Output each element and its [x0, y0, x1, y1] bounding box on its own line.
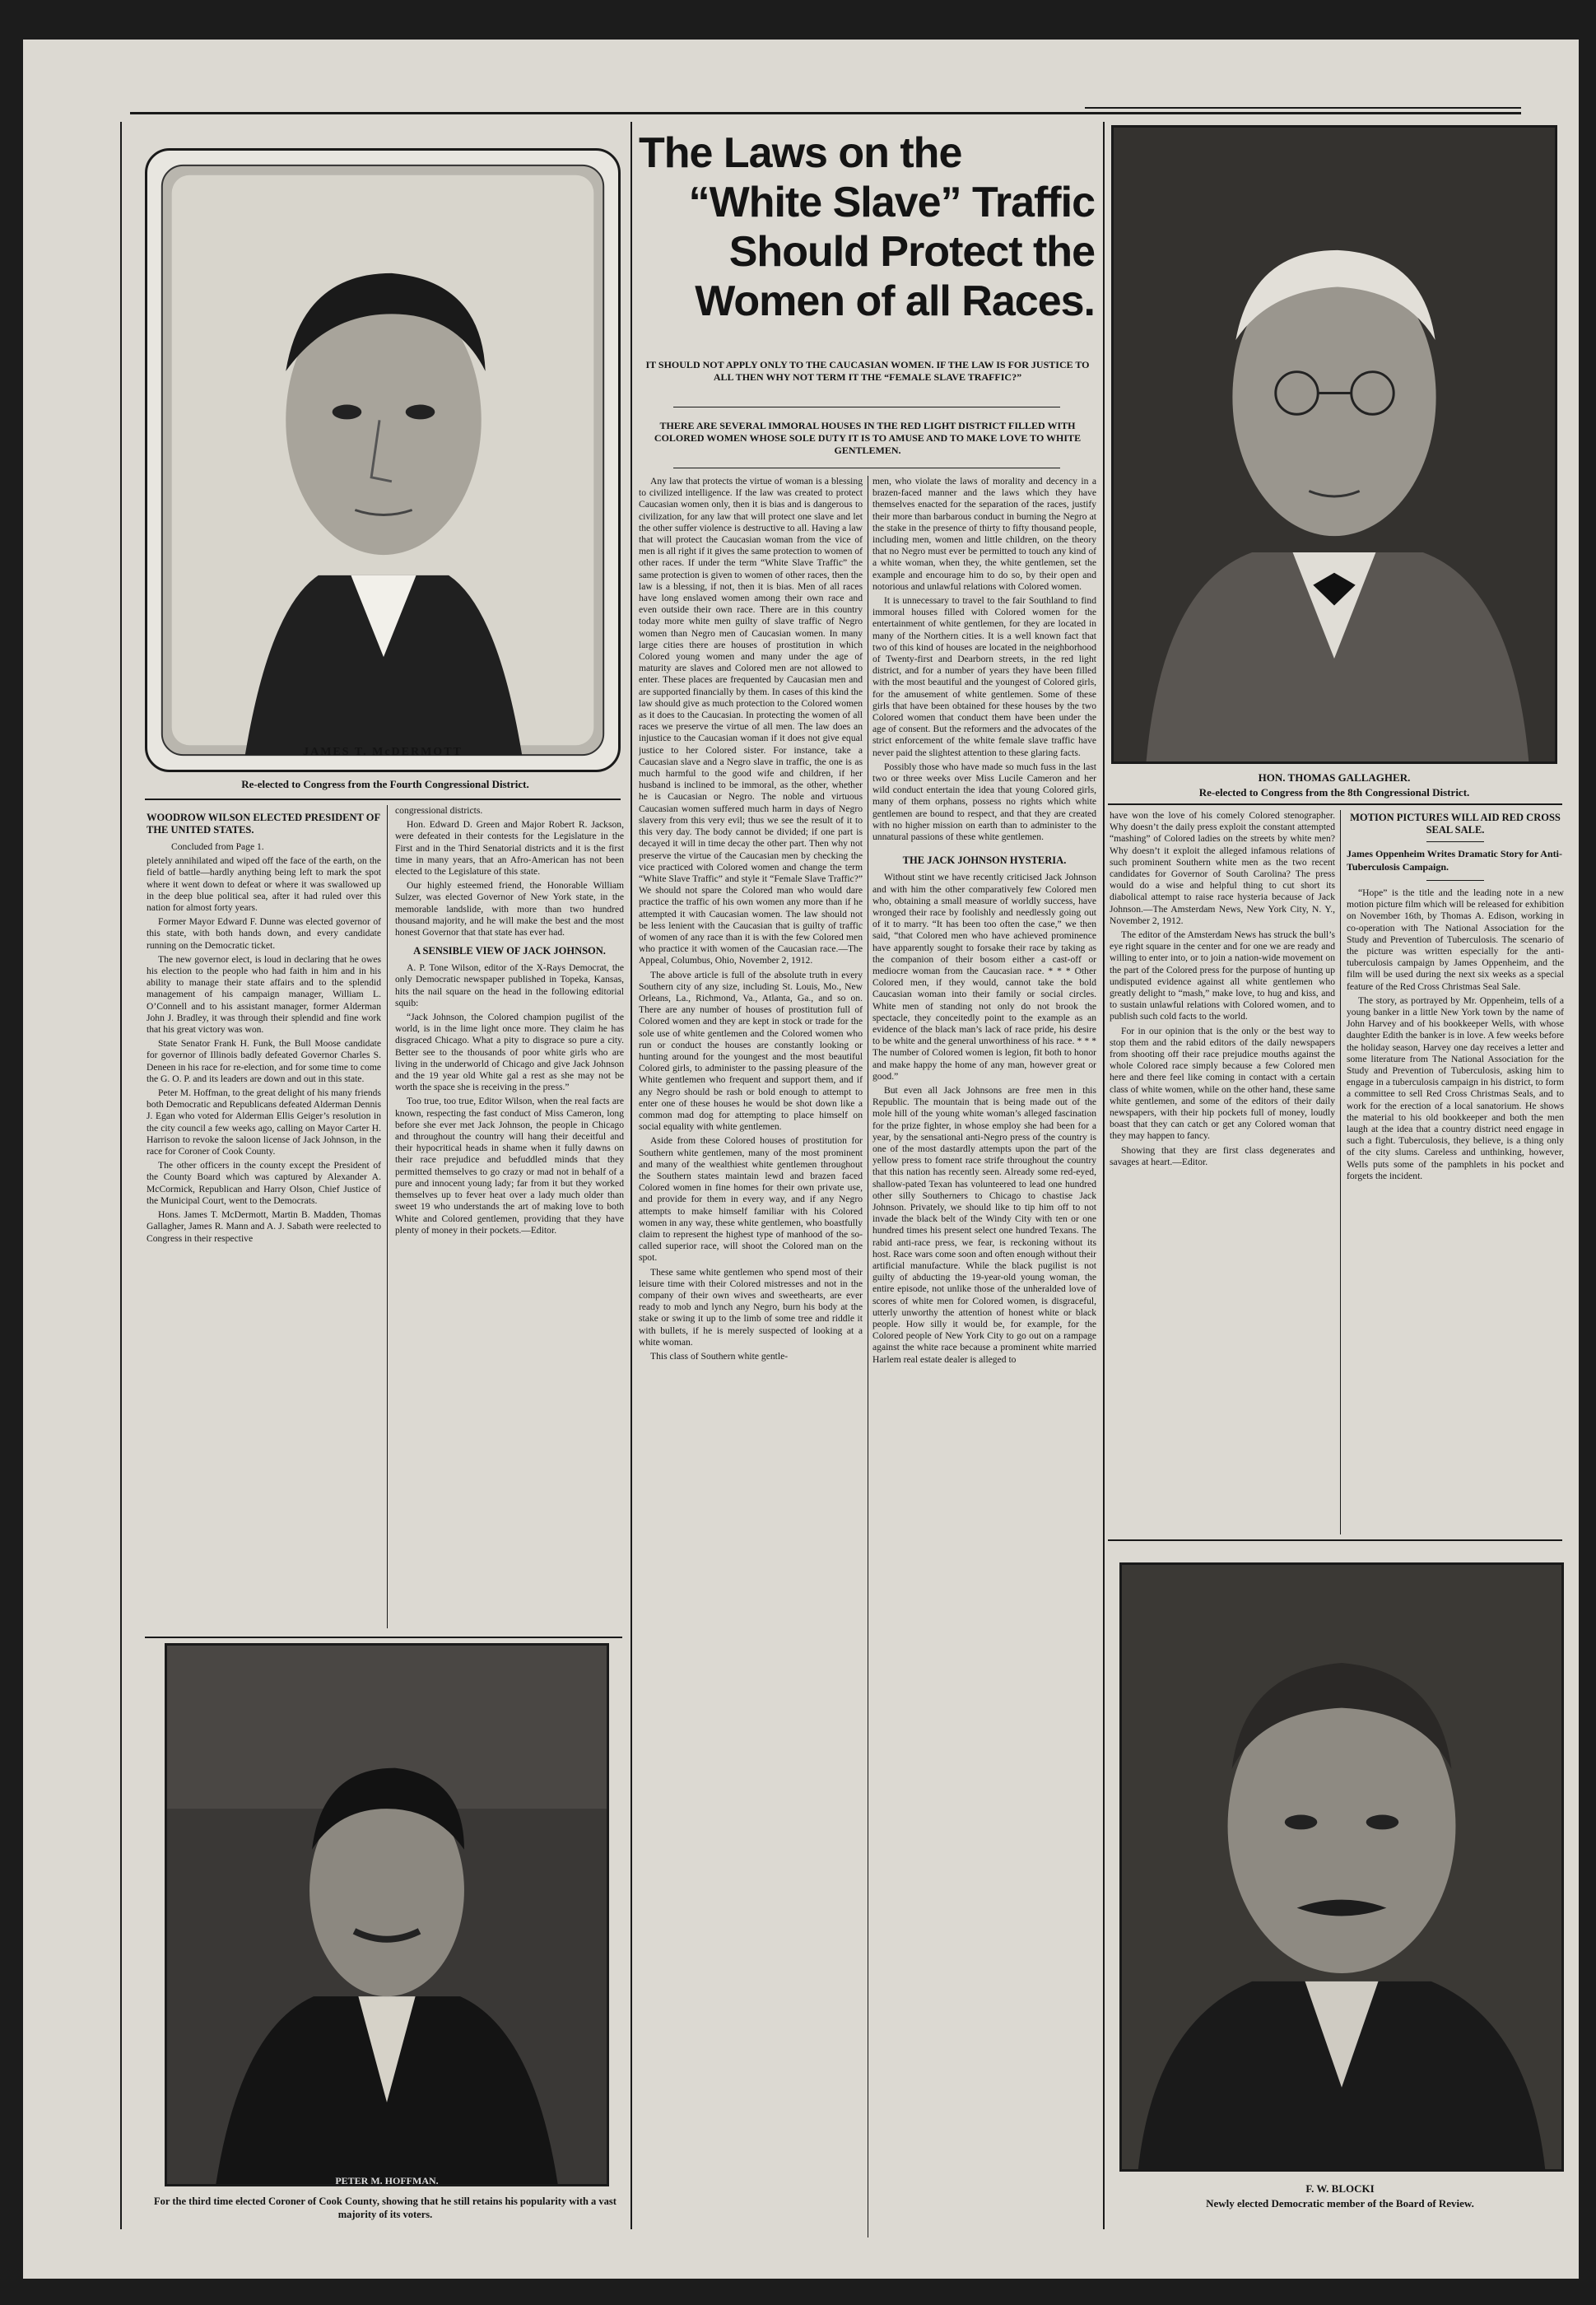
laws-para: These same white gentlemen who spend most of their leisure time with their Colored mistresses and not in the company of their own wives and sweethearts, are ever ready to mob and lynch any Negro, burn his body at the stake or swing it up to the limb of some tree and riddle it with bullets, if he is merely suspected of looking at a white woman.	[639, 1266, 863, 1348]
concluded-note: Concluded from Page 1.	[171, 841, 264, 852]
photo-mcdermott	[145, 148, 621, 772]
section-rule-right	[1108, 803, 1562, 805]
caption-hoffman: For the third time elected Coroner of Cook County, showing that he still retains his popularity with a vast majority of its voters.	[154, 2196, 617, 2220]
wilson-para: The new governor elect, is loud in declaring that he owes his election to the people who had faith in him and in his ability to manage their state affairs and to the splendid management of his campaign manager, William L. O’Connell and to his assistant manager, former Alderman John J. Bradley, it was through their splendid and fine work that his great victory was won.	[147, 953, 381, 1036]
article-wilson-col2	[395, 805, 624, 1628]
center-left-rule	[630, 122, 632, 2229]
wilson-para: Hon. Edward D. Green and Major Robert R. Jackson, were defeated in their contests for the Legislature in the First and in the Third Senatorial districts and it is the first time in many years, that an Afro-American has not been elected to the Legislature of this state.	[395, 819, 624, 878]
photo-blocki	[1119, 1562, 1564, 2172]
laws-para: Possibly those who have made so much fuss in the last two or three weeks over Miss Lucile Cameron and her wild conduct entertain the idea that young Colored girls, many of them orphans, possess no rights which white gentlemen are bound to respect, and that they are created with no higher mission on earth than to administer to the unnatural passions of these white gentlemen.	[872, 761, 1096, 843]
photo-name-mcdermott: JAMES T. McDERMOTT	[303, 746, 463, 758]
wilson-para: State Senator Frank H. Funk, the Bull Moose candidate for governor of Illinois badly defeated Governor Charles S. Deneen in his race for re-election, and for some time to come the G. O. P. and its leaders are down and out in this state.	[147, 1038, 381, 1084]
hysteria-para: But even all Jack Johnsons are free men in this Republic. The mountain that is being made out of the mole hill of the young white woman’s alleged fascination for the prize fighter, in whose employ she had been for a year, by the sensational anti-Negro press of the country is one of the most dastardly attempts upon the part of the yellow press to foment race strife throughout the country that this nation has recently seen. Already some red-eyed, shallow-pated Texan has volunteered to lead one hundred other silly Southerners to Chicago to chastise Jack Johnson. Privately, we should like to tip him off to not invade the black belt of the Windy City with ten or one hundred times his present select one hundred Texans. The rabid anti-race press, we fear, is reckoning without its host. Race wars come soon and often enough without their artificial manufacture. While the black pugilist is not guilty of abducting the 19-year-old young woman, the entire episode, not unlike those of the unheralded love of scores of white men for Colored women, is disgraceful, utterly unworthy the attention of honest white or black people. How silly it would be, for example, for the Colored people of New York City to go out on a rampage against the white race because a prominent white married Harlem real estate dealer is alleged to	[872, 1084, 1096, 1365]
caption-mcdermott: Re-elected to Congress from the Fourth Congressional District.	[241, 778, 529, 790]
article-laws-col1	[639, 476, 863, 2237]
headline-line: “White Slave” Traffic	[688, 179, 1095, 226]
wilson-para: Peter M. Hoffman, to the great delight of his many friends both Democratic and Republicans defeated Alderman Dennis J. Egan who voted for Alderman Ellis Geiger’s resolution in the city council a few weeks ago, calling on Mayor Carter H. Harrison to revoke the saloon license of Jack Johnson, in the race for Coroner of Cook County.	[147, 1087, 381, 1157]
wilson-para: congressional districts.	[395, 805, 483, 816]
hysteria-cont-para: For in our opinion that is the only or the best way to stop them and the rabid editors of the daily newspapers from shooting off their race prejudice mouths against the whole Colored race simply because a few Colored men here and there feel like coming in contact with a certain class of white women, while on the other hand, these same white gentlemen, and some of the editors of their daily newspapers, with their hip pockets full of money, loudly boast that they can catch or get any Colored woman that they may happen to fancy.	[1110, 1025, 1335, 1142]
article-wilson-col1	[147, 805, 381, 1628]
motion-rule	[1426, 880, 1484, 881]
top-rule	[130, 112, 1521, 114]
sensible-para: Too true, too true, Editor Wilson, when the real facts are known, respecting the fast conduct of Miss Cameron, long before she ever met Jack Johnson, the people in Chicago and throughout the country will hang their deceitful and their hypocritical heads in shame when it fully dawns on their race prejudice and befuddled minds that they permitted themselves to go crazy or mad not in behalf of a pure and innocent young lady; far from it but they worked themselves up to fever heat over a lady much older than sweet 19 who understands the art of making love to both White and Colored gentlemen, providing that they have plenty of money in their pockets.—Editor.	[395, 1096, 624, 1236]
sensible-para: A. P. Tone Wilson, editor of the X-Rays Democrat, the only Democratic newspaper published in Topeka, Kansas, hits the nail square on the head in the following editorial squib:	[395, 962, 624, 1008]
column-rule	[387, 805, 388, 1628]
wilson-para: Former Mayor Edward F. Dunne was elected governor of this state, with both hands down, and every candidate running on the Democratic ticket.	[147, 916, 381, 951]
article-wilson-headline: WOODROW WILSON ELECTED PRESIDENT OF THE UNITED STATES.	[147, 812, 380, 836]
laws-para: This class of Southern white gentle-	[650, 1351, 789, 1362]
photo-name-gallagher: HON. THOMAS GALLAGHER.	[1258, 771, 1411, 784]
hysteria-cont-para: Showing that they are first class degenerates and savages at heart.—Editor.	[1110, 1144, 1335, 1167]
wilson-para: Our highly esteemed friend, the Honorable William Sulzer, was elected Governor of New York state, in the memorable landslide, with more than two hundred thousand majority, and he will make the best and the most honest Governor that that state has ever had.	[395, 880, 624, 938]
newspaper-page	[23, 40, 1579, 2279]
article-hysteria-cont	[1110, 810, 1335, 1534]
caption-gallagher: Re-elected to Congress from the 8th Congressional District.	[1198, 786, 1470, 799]
article-motion-headline: MOTION PICTURES WILL AID RED CROSS SEAL SALE.	[1350, 812, 1561, 836]
section-rule-right-bottom	[1108, 1539, 1562, 1541]
hysteria-cont-para: The editor of the Amsterdam News has struck the bull’s eye right square in the center and for one we are ready and willing to enter into, or to join a nation-wide movement on the part of the Colored press for the purpose of hunting up undisputed evidence against all white gentlemen who greatly delight to “mash,” make love, to hug and kiss, and to sustain unlawful relations with Colored women, and to publish such cold facts to the world.	[1110, 929, 1335, 1022]
wilson-para: Hons. James T. McDermott, Martin B. Madden, Thomas Gallagher, James R. Mann and A. J. Sabath were reelected to Congress in their respective	[147, 1209, 381, 1244]
photo-name-blocki: F. W. BLOCKI	[1305, 2182, 1375, 2195]
laws-para: The above article is full of the absolute truth in every Southern city of any size, including St. Louis, Mo., New Orleans, La., Richmond, Va., Atlanta, Ga., and so on. There are any number of houses of prostitution full of Colored women and they are kept in stock or trade for the sole use of white gentlemen and the Colored women who run or conduct the houses are constantly looking or hunting around for the youngest and the most beautiful Colored girls, to administer to the passing pleasure of the White gentlemen who frequent and support them, and if any Negro should be rash or bold enough to attempt to enter one of these houses he would be shot down like a common mad dog for attempting to place himself on social equality with white gentlemen.	[639, 969, 863, 1133]
center-right-rule	[1103, 122, 1105, 2229]
motion-para: “Hope” is the title and the leading note in a new motion picture film which will be released for exhibition on November 16th, by Thomas A. Edison, working in co-operation with The National Association for the Study and Prevention of Tuberculosis. The scenario of the picture was written especially for the anti-tuberculosis campaign by James Oppenheim, and the film will be used during the next six weeks as a special feature of the Red Cross Christmas Seal Sale.	[1347, 887, 1564, 992]
laws-para: men, who violate the laws of morality and decency in a brazen-faced manner and the laws which they have themselves enacted for the separation of the races, justify their more than barbarous conduct in burning the Negro at the stake in the presence of thirty to fifty thousand people, including men, women and little children, on the theory that no Negro must ever be permitted to touch any kind of a white woman, when they, the white gentlemen, set the example and encourage him to do so, by their open and notorious and unlawful relations with Colored women.	[872, 476, 1096, 592]
photo-gallagher	[1111, 125, 1557, 764]
article-motion-subhead: James Oppenheim Writes Dramatic Story for Anti-Tuberculosis Campaign.	[1347, 848, 1562, 873]
column-rule	[1340, 810, 1341, 1534]
sensible-para: “Jack Johnson, the Colored champion pugilist of the world, is in the lime light once more. They claim he has disgraced Chicago. What a pity to disgrace so pure a city. Better see to the thousands of poor white girls who are living in the underworld of Chicago and give Jack Johnson and the 19 year old White gal a rest as she may not be worth the space she is receiving in the press.”	[395, 1012, 624, 1093]
headline-line: The Laws on the	[639, 129, 962, 177]
main-headline	[634, 128, 1101, 326]
article-motion	[1347, 810, 1564, 1534]
hysteria-cont-para: have won the love of his comely Colored stenographer. Why doesn’t the daily press exploit the constant attempted “mashing” of Colored ladies on the streets by white men? Why doesn’t it exploit the alleged infamous relations of such prominent Southern white men as the two recent candidates for Governor of South Carolina? The press would do a wise and helpful thing to cut short its diabolical attempt to raise race hysteria because of Jack Johnson.—The Amsterdam News, New York City, N. Y., November 2, 1912.	[1110, 810, 1335, 926]
article-sensible-headline: A SENSIBLE VIEW OF JACK JOHNSON.	[413, 945, 606, 957]
laws-para: Any law that protects the virtue of woman is a blessing to civilized intelligence. If the law was created to protect Caucasian women only, then it is bias and is dangerous to civilization, for any law that will protect one slave and let the other suffer violence is destructive to all. Having a law that will protect the Caucasian woman from the vice of men is all right if it gives the same protection to women of other races. If under the term “White Slave Traffic” the same protection is given to women of other races, then the law is a blessing, if not, then it is bias. Men of all races have long enslaved women among their own race and even outside their own race. There are in this country today more white men guilty of slave traffic of Negro women than Negro men of Caucasian women. In many large cities there are houses of prostitution in which Colored young women and many under the age of maturity are slaves and Colored men are not allowed to enter. These places are frequented by Caucasian men and are supported financially by them. In cases of this kind the law should give as much protection to the Colored women as it does to the Caucasian. In protecting the women of all races we preserve the virtue of all men. The law does an injustice to the Caucasian woman if it does not give equal justice to her Colored sister. For instance, take a Caucasian slave and a Negro slave in traffic, the one is as much harmful to the good wife and children, if her husband is inclined to be immoral, as the other, whether he is Caucasian or Negro. The noble and virtuous Caucasian women suffered much harm in days of Negro slavery from this very evil; thus we see the result of it to this very day. The body cannot be divided; if one part is decayed it will in time decay the other part. Then why not preserve the virtue of the Caucasian men by checking the vice practiced with Colored women and change the term “White Slave Traffic” and style it “Female Slave Traffic?” We should not spare the Colored man who would dare practice the traffic of his own women any more than if he attempted it with Caucasian women. The law should not be less lenient with the Caucasian that is guilty of traffic of women of any race than it is with the few Colored men who practice it with women of the Caucasian race.—The Appeal, Columbus, Ohio, November 2, 1912.	[639, 476, 863, 966]
wilson-para: pletely annihilated and wiped off the face of the earth, on the field of battle—hardly anything being left to mark the spot where it went down to defeat or where it was swallowed up in the deep blue political sea, after it had ruled over this nation for almost forty years.	[147, 855, 381, 914]
caption-blocki: Newly elected Democratic member of the Board of Review.	[1206, 2197, 1474, 2210]
motion-para: The story, as portrayed by Mr. Oppenheim, tells of a young banker in a little New York town by the name of John Harvey and of his bookkeeper Wells, with whose daughter Edith the banker is in love. A few weeks before the holiday season, Harvey one day receives a letter and some literature from The National Association for the Study and Prevention of Tuberculosis, asking him to engage in a tuberculosis campaign in his district, to form a committee to sell Red Cross Christmas Seals, and to work for the erection of a local sanatorium. He shows the material to his old bookkeeper and both the men laugh at the idea that a country district need engage in such a fight. Tuberculosis, they believe, is a thing only of the city slums. Careless and unthinking, however, Wells puts some of the pamphlets in his pocket and forgets the incident.	[1347, 994, 1564, 1181]
article-laws-col2	[872, 476, 1096, 2237]
deck-2: THERE ARE SEVERAL IMMORAL HOUSES IN THE RED LIGHT DISTRICT FILLED WITH COLORED WOMEN WHOSE SOLE DUTY IT IS TO AMUSE AND TO MAKE LOVE TO WHITE GENTLEMEN.	[654, 420, 1082, 456]
headline-line: Women of all Races.	[695, 277, 1095, 325]
article-hysteria-headline: THE JACK JOHNSON HYSTERIA.	[902, 854, 1067, 867]
photo-hoffman	[165, 1643, 609, 2186]
top-rule-thin	[1085, 107, 1521, 109]
wilson-para: The other officers in the county except the President of the County Board which was captured by Alexander A. McCormick, Republican and Harry Olson, Chief Justice of the Municipal Court, went to the Democrats.	[147, 1160, 381, 1206]
photo-name-hoffman: PETER M. HOFFMAN.	[335, 2175, 439, 2186]
laws-para: Aside from these Colored houses of prostitution for Southern white gentlemen, many of the most prominent and many of the wealthiest white gentlemen throughout the Southern states maintain lewd and brazen faced Colored women in fine homes for their own private use, and provide for them in every way, and if any Negro attempts to make himself familiar with his Colored women in any way, these white gentlemen, who boastfully claim to represent the highest type of manhood of the so-called superior race, will shoot the Colored man on the spot.	[639, 1135, 863, 1264]
deck-1: IT SHOULD NOT APPLY ONLY TO THE CAUCASIAN WOMEN. IF THE LAW IS FOR JUSTICE TO ALL THEN WHY NOT TERM IT THE “FEMALE SLAVE TRAFFIC?”	[645, 359, 1090, 383]
headline-line: Should Protect the	[728, 228, 1095, 276]
section-rule-left-bottom	[145, 1637, 622, 1638]
section-rule-left	[145, 799, 621, 800]
laws-para: It is unnecessary to travel to the fair Southland to find immoral houses filled with Colored women for the entertainment of white gentlemen, for they are located in many of the Northern cities. It is a well known fact that two of this kind of houses are located in the neighborhood of Twenty-first and Dearborn streets, in the red light district, and for a number of years they have been filled with the most beautiful and the youngest of Colored girls, for the amusement of white gentlemen. Some of these girls that have been obtained for these houses by the two Colored women that conduct them have been under the age of consent. But the reformers and the advocates of the strict enforcement of the white female slave traffic have never paid the slightest attention to these glaring facts.	[872, 595, 1096, 758]
hysteria-para: Without stint we have recently criticised Jack Johnson and with him the other comparatively few Colored men who, obtaining a small measure of worldly success, have wronged their race by foolishly and needlessly going out of it to marry. “It has been too often the case,” we then said, “that Colored men who have achieved prominence have apparently sought to forsake their race by taking as the companion of their bosom either a cast-off or mediocre woman from the Caucasian race. * * * Other Colored men, if they would, cannot take the bold Caucasian woman into their family or social circles. White men of standing not only do not brook the spectacle, they conceitedly point to the example as an evidence of the black man’s lack of race pride, his desire to be white and the general unworthiness of his race. * * * The number of Colored women is legion, fit both to honor and make happy the home of any man, however great or good.”	[872, 872, 1096, 1082]
page-left-rule	[120, 122, 122, 2229]
motion-rule	[1426, 841, 1484, 842]
